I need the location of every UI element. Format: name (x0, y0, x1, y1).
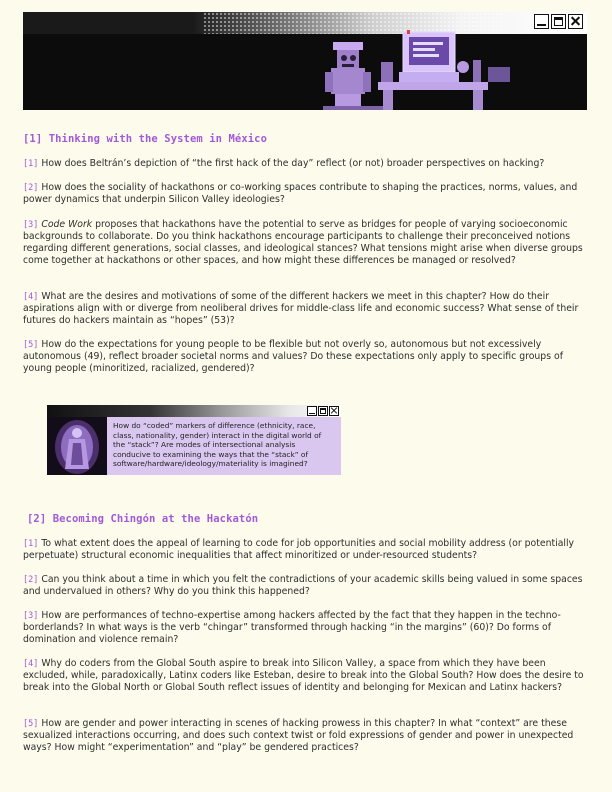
mouse-icon (457, 61, 469, 73)
question-item: [2] Can you think about a time in which you felt the contradictions of your academic skills being valued in some spaces and undervalued in others? Why do you think this happened? (23, 574, 583, 597)
pedestal-leg (383, 90, 393, 110)
section-heading: [2] Becoming Chingón at the Hackatón (27, 513, 259, 525)
pedestal-leg (473, 90, 483, 110)
question-item: [1] How does Beltrán’s depiction of “the first hack of the day” reflect (or not) broader perspectives on hacking? (23, 158, 545, 169)
popup-titlebar (47, 405, 341, 417)
question-item: [4] Why do coders from the Global South aspire to break into Silicon Valley, a space from which they have been excluded, while, paradoxically, Latinx coders like Esteban, desire to break into the Global South? How does the desire to break into the Global North or Global South reflect issues of identity and belonging for Mexican and Latinx hackers? (23, 658, 584, 693)
question-item: [2] How does the sociality of hackathons or co-working spaces contribute to shaping the practices, norms, values, and power dynamics that underpin Silicon Valley ideologies? (23, 182, 578, 205)
popup-window-controls (307, 406, 339, 416)
window-controls (534, 14, 583, 29)
minimize-icon[interactable] (534, 14, 549, 29)
popup-text: How do “coded” markers of difference (ethnicity, race, class, nationality, gender) interact in the digital world of the “stack”? Are modes of intersectional analysis conducive to examining the ways that the “stack” of software/hardware/ideology/materiality is imagined? (113, 421, 322, 469)
question-item: [5] How do the expectations for young people to be flexible but not overly so, autonomous but not excessively autonomous (49), reflect broader societal norms and values? Do these expectations only apply to specific groups of young people (minoritized, racialized, gendered)? (23, 339, 563, 374)
retro-computer-icon (399, 30, 469, 82)
virgin-figure-icon (47, 417, 107, 475)
question-item: [5] How are gender and power interacting in scenes of hacking prowess in this chapter? In what “context” are these sexualized interactions occurring, and does such context twist or fold expressions of gender and power in unexpected ways? How might “experimentation” and “play” be gendered practices? (23, 718, 574, 753)
maximize-icon[interactable] (318, 406, 328, 416)
banner-artwork (323, 22, 523, 110)
header-banner (23, 12, 587, 110)
popup-window (47, 405, 341, 475)
section-heading: [1] Thinking with the System in México (23, 133, 268, 145)
close-icon[interactable] (568, 14, 583, 29)
close-icon[interactable] (329, 406, 339, 416)
popup-image (47, 417, 107, 475)
question-item: [3] Code Work proposes that hackathons have the potential to serve as bridges for people of varying socioeconomic backgrounds to collaborate. Do you think hackathons encourage participants to challenge their preconceived notions regarding different generations, social classes, and ideological stances? What tensions might arise when diverse groups come together at hackathons or other spaces, and how might these differences be managed or resolved? (23, 219, 583, 266)
question-item: [4] What are the desires and motivations of some of the different hackers we meet in this chapter? How do their aspirations align with or diverge from neoliberal drives for middle-class life and economic success? What sense of their futures do hackers maintain as “hopes” (53)? (23, 291, 579, 326)
minimize-icon[interactable] (307, 406, 317, 416)
stone-idol-figure (323, 42, 383, 110)
pedestal (378, 82, 488, 90)
maximize-icon[interactable] (551, 14, 566, 29)
question-item: [3] How are performances of techno-expertise among hackers affected by the fact that they happen in the techno-borderlands? In what ways is the verb “chingar” transformed through hacking “in the margins” (60)? Do forms of domination and violence remain? (23, 610, 561, 645)
question-item: [1] To what extent does the appeal of learning to code for job opportunities and social mobility address (or potentially perpetuate) structural economic inequalities that affect minoritized or under-resourced students? (23, 538, 575, 561)
